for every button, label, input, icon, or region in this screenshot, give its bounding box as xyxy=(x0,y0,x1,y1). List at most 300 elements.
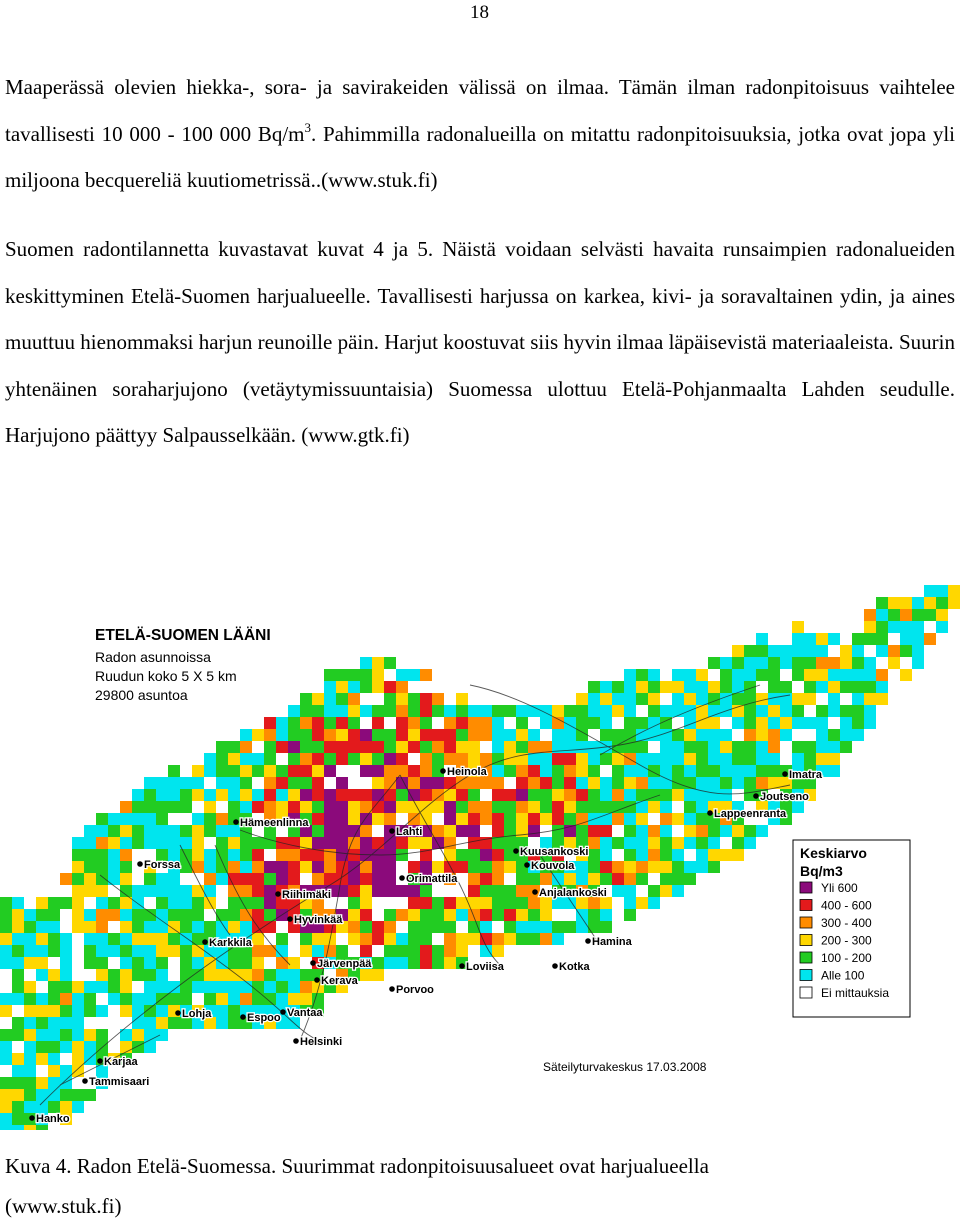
grid-cell xyxy=(516,933,528,945)
grid-cell xyxy=(84,981,96,993)
grid-cell xyxy=(240,741,252,753)
grid-cell xyxy=(276,945,288,957)
city-dot xyxy=(293,1038,299,1044)
grid-cell xyxy=(468,849,480,861)
legend-swatch xyxy=(800,882,812,893)
grid-cell xyxy=(660,813,672,825)
grid-cell xyxy=(48,1101,60,1113)
grid-cell xyxy=(72,849,84,861)
grid-cell xyxy=(12,993,24,1005)
grid-cell xyxy=(180,801,192,813)
grid-cell xyxy=(228,777,240,789)
grid-cell xyxy=(240,885,252,897)
grid-cell xyxy=(408,921,420,933)
grid-cell xyxy=(672,885,684,897)
grid-cell xyxy=(564,753,576,765)
grid-cell xyxy=(48,909,60,921)
grid-cell xyxy=(108,837,120,849)
grid-cell xyxy=(564,921,576,933)
grid-cell xyxy=(372,681,384,693)
city-dot xyxy=(233,819,239,825)
grid-cell xyxy=(96,873,108,885)
grid-cell xyxy=(108,909,120,921)
city-dot xyxy=(97,1058,103,1064)
grid-cell xyxy=(528,777,540,789)
grid-cell xyxy=(180,969,192,981)
grid-cell xyxy=(216,909,228,921)
grid-cell xyxy=(96,849,108,861)
grid-cell xyxy=(420,717,432,729)
grid-cell xyxy=(180,825,192,837)
grid-cell xyxy=(816,645,828,657)
grid-cell xyxy=(96,897,108,909)
grid-cell xyxy=(180,789,192,801)
grid-cell xyxy=(12,1029,24,1041)
grid-cell xyxy=(696,729,708,741)
grid-cell xyxy=(480,717,492,729)
grid-cell xyxy=(120,825,132,837)
grid-cell xyxy=(168,825,180,837)
grid-cell xyxy=(768,657,780,669)
grid-cell xyxy=(588,753,600,765)
grid-cell xyxy=(252,957,264,969)
grid-cell xyxy=(636,861,648,873)
grid-cell xyxy=(72,1017,84,1029)
grid-cell xyxy=(192,921,204,933)
grid-cell xyxy=(600,729,612,741)
grid-cell xyxy=(36,1017,48,1029)
grid-cell xyxy=(180,945,192,957)
grid-cell xyxy=(912,609,924,621)
grid-cell xyxy=(168,801,180,813)
grid-cell xyxy=(672,837,684,849)
grid-cell xyxy=(780,657,792,669)
grid-cell xyxy=(900,669,912,681)
grid-cell xyxy=(12,1065,24,1077)
grid-cell xyxy=(72,873,84,885)
grid-cell xyxy=(0,1041,12,1053)
grid-cell xyxy=(60,1077,72,1089)
grid-cell xyxy=(204,993,216,1005)
grid-cell xyxy=(672,873,684,885)
grid-cell xyxy=(648,705,660,717)
paragraph-text: . Pahimmilla radonalueilla on mitattu radonpitoisuuksia, jotka ovat jopa yli miljoona becquereliä kuutiometrissä..(www.stuk.fi) xyxy=(5,121,955,192)
grid-cell xyxy=(144,885,156,897)
grid-cell xyxy=(360,897,372,909)
grid-cell xyxy=(468,777,480,789)
grid-cell xyxy=(588,909,600,921)
paragraph-radon-in-soil xyxy=(5,64,955,204)
grid-cell xyxy=(36,933,48,945)
grid-cell xyxy=(408,717,420,729)
grid-cell xyxy=(396,837,408,849)
grid-cell xyxy=(372,921,384,933)
grid-cell xyxy=(660,789,672,801)
grid-cell xyxy=(576,717,588,729)
city-dot xyxy=(513,848,519,854)
grid-cell xyxy=(228,801,240,813)
grid-cell xyxy=(336,693,348,705)
grid-cell xyxy=(684,837,696,849)
grid-cell xyxy=(420,765,432,777)
grid-cell xyxy=(336,669,348,681)
grid-cell xyxy=(60,981,72,993)
grid-cell xyxy=(264,993,276,1005)
grid-cell xyxy=(768,741,780,753)
grid-cell xyxy=(672,789,684,801)
grid-cell xyxy=(144,1029,156,1041)
grid-cell xyxy=(324,693,336,705)
grid-cell xyxy=(624,777,636,789)
grid-cell xyxy=(672,753,684,765)
grid-cell xyxy=(240,873,252,885)
grid-cell xyxy=(120,993,132,1005)
grid-cell xyxy=(600,693,612,705)
grid-cell xyxy=(228,753,240,765)
grid-cell xyxy=(504,705,516,717)
grid-cell xyxy=(600,825,612,837)
grid-cell xyxy=(588,849,600,861)
grid-cell xyxy=(696,837,708,849)
grid-cell xyxy=(300,789,312,801)
grid-cell xyxy=(420,933,432,945)
grid-cell xyxy=(444,777,456,789)
grid-cell xyxy=(528,753,540,765)
grid-cell xyxy=(252,909,264,921)
grid-cell xyxy=(540,753,552,765)
grid-cell xyxy=(876,693,888,705)
grid-cell xyxy=(648,729,660,741)
grid-cell xyxy=(600,873,612,885)
grid-cell xyxy=(444,741,456,753)
grid-cell xyxy=(552,765,564,777)
grid-cell xyxy=(300,741,312,753)
grid-cell xyxy=(660,741,672,753)
grid-cell xyxy=(552,753,564,765)
grid-cell xyxy=(720,669,732,681)
grid-cell xyxy=(372,705,384,717)
grid-cell xyxy=(540,717,552,729)
grid-cell xyxy=(576,693,588,705)
grid-cell xyxy=(588,873,600,885)
grid-cell xyxy=(60,957,72,969)
grid-cell xyxy=(492,741,504,753)
grid-cell xyxy=(144,825,156,837)
grid-cell xyxy=(264,897,276,909)
grid-cell xyxy=(780,717,792,729)
grid-cell xyxy=(264,765,276,777)
grid-cell xyxy=(432,861,444,873)
grid-cell xyxy=(360,801,372,813)
grid-cell xyxy=(624,849,636,861)
grid-cell xyxy=(408,693,420,705)
grid-cell xyxy=(360,705,372,717)
grid-cell xyxy=(648,753,660,765)
city-label: Lahti xyxy=(396,826,423,838)
grid-cell xyxy=(660,873,672,885)
grid-cell xyxy=(72,897,84,909)
grid-cell xyxy=(432,741,444,753)
city-label: Hyvinkää xyxy=(294,914,343,926)
grid-cell xyxy=(684,765,696,777)
grid-cell xyxy=(672,741,684,753)
grid-cell xyxy=(900,597,912,609)
grid-cell xyxy=(528,801,540,813)
grid-cell xyxy=(36,1125,48,1130)
city-dot xyxy=(389,986,395,992)
grid-cell xyxy=(708,729,720,741)
grid-cell xyxy=(528,873,540,885)
grid-cell xyxy=(468,873,480,885)
grid-cell xyxy=(504,861,516,873)
grid-cell xyxy=(720,789,732,801)
grid-cell xyxy=(132,1041,144,1053)
grid-cell xyxy=(840,669,852,681)
city-dot xyxy=(202,939,208,945)
grid-cell xyxy=(36,1029,48,1041)
grid-cell xyxy=(708,717,720,729)
grid-cell xyxy=(672,669,684,681)
grid-cell xyxy=(468,909,480,921)
grid-cell xyxy=(336,945,348,957)
grid-cell xyxy=(240,921,252,933)
grid-cell xyxy=(864,693,876,705)
grid-cell xyxy=(156,813,168,825)
grid-cell xyxy=(72,921,84,933)
grid-cell xyxy=(432,777,444,789)
legend-swatch xyxy=(800,952,812,963)
grid-cell xyxy=(612,729,624,741)
city-dot xyxy=(29,1115,35,1121)
grid-cell xyxy=(576,873,588,885)
grid-cell xyxy=(660,681,672,693)
grid-cell xyxy=(900,621,912,633)
grid-cell xyxy=(96,921,108,933)
grid-cell xyxy=(384,729,396,741)
city-label: Imatra xyxy=(789,769,823,781)
grid-cell xyxy=(228,741,240,753)
grid-cell xyxy=(912,645,924,657)
grid-cell xyxy=(792,717,804,729)
grid-cell xyxy=(852,657,864,669)
grid-cell xyxy=(156,957,168,969)
grid-cell xyxy=(144,993,156,1005)
grid-cell xyxy=(204,753,216,765)
grid-cell xyxy=(792,621,804,633)
grid-cell xyxy=(12,1053,24,1065)
grid-cell xyxy=(24,1065,36,1077)
grid-cell xyxy=(756,633,768,645)
grid-cell xyxy=(132,933,144,945)
grid-cell xyxy=(744,765,756,777)
grid-cell xyxy=(252,765,264,777)
grid-cell xyxy=(180,921,192,933)
grid-cell xyxy=(420,921,432,933)
grid-cell xyxy=(216,741,228,753)
grid-cell xyxy=(216,1017,228,1029)
grid-cell xyxy=(288,705,300,717)
grid-cell xyxy=(888,597,900,609)
grid-cell xyxy=(132,921,144,933)
grid-cell xyxy=(156,933,168,945)
grid-cell xyxy=(408,861,420,873)
grid-cell xyxy=(372,789,384,801)
city-dot xyxy=(552,963,558,969)
grid-cell xyxy=(84,945,96,957)
grid-cell xyxy=(144,813,156,825)
grid-cell xyxy=(804,753,816,765)
grid-cell xyxy=(204,849,216,861)
grid-cell xyxy=(600,717,612,729)
grid-cell xyxy=(336,861,348,873)
city-label: Orimattila xyxy=(406,873,458,885)
grid-cell xyxy=(684,669,696,681)
grid-cell xyxy=(504,801,516,813)
grid-cell xyxy=(756,825,768,837)
grid-cell xyxy=(936,621,948,633)
grid-cell xyxy=(84,849,96,861)
grid-cell xyxy=(792,633,804,645)
grid-cell xyxy=(564,777,576,789)
grid-cell xyxy=(612,885,624,897)
grid-cell xyxy=(228,957,240,969)
grid-cell xyxy=(216,777,228,789)
grid-cell xyxy=(660,861,672,873)
grid-cell xyxy=(684,693,696,705)
map-legend xyxy=(793,840,910,1017)
grid-cell xyxy=(372,777,384,789)
grid-cell xyxy=(144,789,156,801)
grid-cell xyxy=(444,945,456,957)
grid-cell xyxy=(684,873,696,885)
grid-cell xyxy=(564,729,576,741)
grid-cell xyxy=(24,1053,36,1065)
grid-cell xyxy=(60,873,72,885)
grid-cell xyxy=(372,765,384,777)
grid-cell xyxy=(552,921,564,933)
grid-cell xyxy=(72,885,84,897)
grid-cell xyxy=(132,801,144,813)
city-label: Joutseno xyxy=(760,791,809,803)
grid-cell xyxy=(360,741,372,753)
grid-cell xyxy=(300,753,312,765)
grid-cell xyxy=(156,885,168,897)
grid-cell xyxy=(96,1005,108,1017)
grid-cell xyxy=(144,1017,156,1029)
grid-cell xyxy=(24,1089,36,1101)
grid-cell xyxy=(348,885,360,897)
grid-cell xyxy=(24,1125,36,1130)
grid-cell xyxy=(408,837,420,849)
grid-cell xyxy=(48,1017,60,1029)
grid-cell xyxy=(288,873,300,885)
grid-cell xyxy=(852,633,864,645)
grid-cell xyxy=(780,645,792,657)
grid-cell xyxy=(876,645,888,657)
grid-cell xyxy=(528,789,540,801)
grid-cell xyxy=(276,849,288,861)
grid-cell xyxy=(300,705,312,717)
grid-cell xyxy=(312,777,324,789)
grid-cell xyxy=(192,909,204,921)
grid-cell xyxy=(540,801,552,813)
grid-cell xyxy=(192,765,204,777)
grid-cell xyxy=(132,789,144,801)
grid-cell xyxy=(756,753,768,765)
grid-cell xyxy=(12,945,24,957)
grid-cell xyxy=(732,765,744,777)
grid-cell xyxy=(396,705,408,717)
grid-cell xyxy=(816,729,828,741)
grid-cell xyxy=(420,837,432,849)
grid-cell xyxy=(372,861,384,873)
grid-cell xyxy=(456,861,468,873)
grid-cell xyxy=(708,657,720,669)
grid-cell xyxy=(168,765,180,777)
grid-cell xyxy=(672,693,684,705)
grid-cell xyxy=(276,933,288,945)
grid-cell xyxy=(360,969,372,981)
grid-cell xyxy=(444,897,456,909)
grid-cell xyxy=(456,705,468,717)
grid-cell xyxy=(384,789,396,801)
grid-cell xyxy=(108,813,120,825)
grid-cell xyxy=(756,717,768,729)
city-label: Karkkila xyxy=(209,937,252,949)
grid-cell xyxy=(312,753,324,765)
grid-cell xyxy=(228,897,240,909)
grid-cell xyxy=(636,897,648,909)
grid-cell xyxy=(72,861,84,873)
grid-cell xyxy=(84,861,96,873)
grid-cell xyxy=(216,969,228,981)
grid-cell xyxy=(840,657,852,669)
grid-cell xyxy=(588,705,600,717)
grid-cell xyxy=(588,861,600,873)
city-label: Forssa xyxy=(144,859,181,871)
grid-cell xyxy=(372,729,384,741)
grid-cell xyxy=(84,825,96,837)
grid-cell xyxy=(744,717,756,729)
grid-cell xyxy=(528,825,540,837)
legend-label: Ei mittauksia xyxy=(821,986,890,1000)
grid-cell xyxy=(636,693,648,705)
grid-cell xyxy=(156,777,168,789)
grid-cell xyxy=(528,933,540,945)
figure-caption xyxy=(5,1146,955,1226)
grid-cell xyxy=(636,777,648,789)
grid-cell xyxy=(360,921,372,933)
grid-cell xyxy=(684,801,696,813)
grid-cell xyxy=(480,897,492,909)
grid-cell xyxy=(276,981,288,993)
grid-cell xyxy=(96,861,108,873)
grid-cell xyxy=(192,837,204,849)
grid-cell xyxy=(60,1065,72,1077)
grid-cell xyxy=(0,1005,12,1017)
grid-cell xyxy=(588,717,600,729)
grid-cell xyxy=(792,693,804,705)
grid-cell xyxy=(324,729,336,741)
grid-cell xyxy=(924,609,936,621)
grid-cell xyxy=(324,801,336,813)
grid-cell xyxy=(504,741,516,753)
grid-cell xyxy=(120,849,132,861)
grid-cell xyxy=(120,873,132,885)
grid-cell xyxy=(108,981,120,993)
grid-cell xyxy=(228,765,240,777)
grid-cell xyxy=(504,921,516,933)
